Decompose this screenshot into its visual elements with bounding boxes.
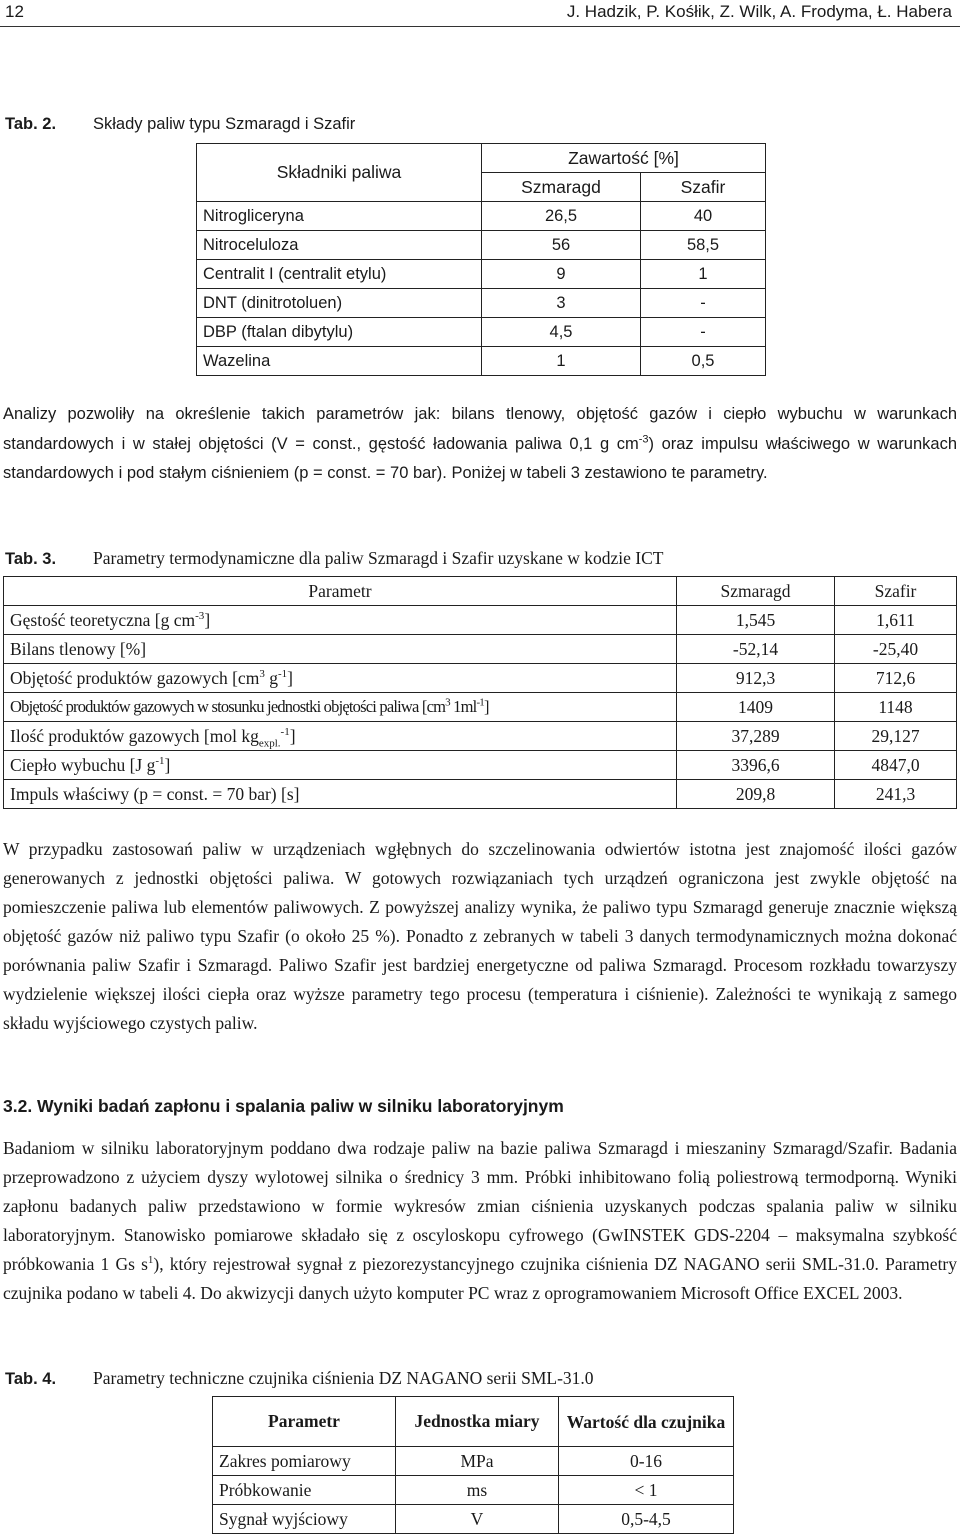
- tab3-r4-sup2: -1: [476, 696, 485, 709]
- table-row: [197, 347, 766, 376]
- tab4-cell-value: 0-16: [559, 1447, 734, 1476]
- tab4-caption: [5, 1368, 594, 1389]
- table-row: [197, 231, 766, 260]
- tab3-r3-pre: Objętość produktów gazowych [cm: [10, 667, 260, 688]
- table-row: [4, 751, 957, 780]
- tab3-cell-szmaragd: 37,289: [677, 722, 835, 751]
- tab2-cell-name: Centralit I (centralit etylu): [197, 260, 482, 289]
- tab3-cell-szafir: 241,3: [835, 780, 957, 809]
- table-row: [4, 722, 957, 751]
- tab4-cell-unit: MPa: [396, 1447, 559, 1476]
- header-rule: [0, 26, 960, 27]
- tab4-table: [212, 1396, 734, 1534]
- tab3-table: [3, 576, 957, 809]
- tab3-cell-szmaragd: 912,3: [677, 664, 835, 693]
- tab3-cell-szmaragd: 1409: [677, 693, 835, 722]
- tab3-r6-sup: -1: [155, 754, 165, 767]
- tab4-header-value: Wartość dla czujnika: [559, 1397, 734, 1447]
- running-authors: J. Hadzik, P. Kośłik, Z. Wilk, A. Frodyma, Ł. Habera: [566, 2, 952, 21]
- table-row: [197, 289, 766, 318]
- table-row: [197, 318, 766, 347]
- tab3-r3-post: ]: [287, 667, 293, 688]
- tab2-cell-name: Wazelina: [197, 347, 482, 376]
- table-row: [213, 1505, 734, 1534]
- tab3-r5-sub: expl.: [258, 737, 281, 749]
- tab3-r5-sup: -1: [280, 725, 290, 738]
- tab2-header-szmaragd: Szmaragd: [482, 173, 641, 202]
- tab3-cell-szafir: 712,6: [835, 664, 957, 693]
- page-number: 12: [5, 2, 24, 21]
- tab3-cell-szmaragd: 3396,6: [677, 751, 835, 780]
- tab3-r5-post: ]: [289, 725, 296, 746]
- tab3-cell-name: Bilans tlenowy [%]: [4, 635, 677, 664]
- tab3-r3-sup1: 3: [259, 667, 265, 680]
- tab3-r1-post: ]: [204, 609, 211, 630]
- tab3-cell-name: Impuls właściwy (p = const. = 70 bar) [s]: [4, 780, 677, 809]
- tab2-header-szafir: Szafir: [641, 173, 766, 202]
- table-row: [197, 202, 766, 231]
- table-header-row: [4, 577, 957, 606]
- tab2-cell-name: DNT (dinitrotoluen): [197, 289, 482, 318]
- tab3-r4-sup1: 3: [445, 696, 450, 709]
- tab3-r3-sup2: -1: [277, 667, 288, 680]
- tab3-cell-szmaragd: -52,14: [677, 635, 835, 664]
- paragraph-analysis-sup: -3: [638, 433, 649, 445]
- table-row: [4, 780, 957, 809]
- tab2-cell-szafir: 58,5: [641, 231, 766, 260]
- tab3-cell-szafir: 1148: [835, 693, 957, 722]
- table-row: [4, 606, 957, 635]
- tab2-table: [196, 143, 766, 376]
- tab3-r4-pre: Objętość produktów gazowych w stosunku jednostki objętości paliwa [cm: [10, 697, 446, 716]
- table-header-row: [213, 1397, 734, 1447]
- tab3-cell-szmaragd: 209,8: [677, 780, 835, 809]
- paragraph-analysis: [3, 400, 957, 489]
- tab3-header-param: Parametr: [4, 577, 677, 606]
- tab2-cell-szmaragd: 56: [482, 231, 641, 260]
- tab4-caption-text: Parametry techniczne czujnika ciśnienia DZ NAGANO serii SML-31.0: [93, 1368, 594, 1388]
- paragraph-discussion: W przypadku zastosowań paliw w urządzeniach wgłębnych do szczelinowania odwiertów istotna jest znajomość ilości gazów generowanych z jednostki objętości paliwa. W gotowych rozwiązaniach tych urządzeń ograniczona jest zwykle objętość na pomieszczenie paliwa lub elementów paliwowych. Z powyższej analizy wynika, że paliwo typu Szmaragd generuje znacznie większą objętość gazów niż paliwo typu Szafir (o około 25 %). Ponadto z zebranych w tabeli 3 danych termodynamicznych można dokonać porównania paliw Szafir i Szmaragd. Paliwo Szafir jest bardziej energetyczne od paliwa Szmaragd. Procesom rozkładu towarzyszy wydzielenie większej ilości ciepła oraz wyższe parametry tego procesu (temperatura i ciśnienie). Zależności te wynikają z samego składu wyjściowego czystych paliw.: [3, 839, 957, 1033]
- tab3-cell-name: [4, 606, 677, 635]
- table-row: [213, 1447, 734, 1476]
- paragraph-lab-engine-text-b: ), który rejestrował sygnał z piezorezystancyjnego czujnika ciśnienia DZ NAGANO serii SML-31.0. Parametry czujnika podano w tabeli 4. Do akwizycji danych użyto komputer PC wraz z oprogramowaniem Microsoft Office EXCEL 2003.: [3, 1254, 958, 1303]
- tab4-cell-unit: ms: [396, 1476, 559, 1505]
- tab2-cell-szafir: -: [641, 289, 766, 318]
- tab3-r4-mid: 1ml: [449, 697, 477, 716]
- tab2-cell-szafir: 40: [641, 202, 766, 231]
- tab3-cell-name: [4, 751, 677, 780]
- tab2-cell-name: Nitroceluloza: [197, 231, 482, 260]
- tab3-r6-pre: Ciepło wybuchu [J g: [10, 754, 156, 775]
- tab3-cell-name: [4, 693, 677, 722]
- tab2-label: Tab. 2.: [5, 115, 57, 133]
- tab3-header-szmaragd: Szmaragd: [677, 577, 835, 606]
- tab3-r4-post: ]: [484, 697, 489, 716]
- paragraph-analysis-text-b: ) oraz impulsu właściwego w warunkach standardowych i pod stałym ciśnieniem (p = const. = 70 bar). Poniżej w tabeli 3 zestawiono te parametry.: [3, 434, 957, 482]
- tab2-cell-szafir: 1: [641, 260, 766, 289]
- tab4-header-unit: Jednostka miary: [396, 1397, 559, 1447]
- tab3-cell-name: [4, 722, 677, 751]
- tab2-cell-szmaragd: 1: [482, 347, 641, 376]
- tab4-label: Tab. 4.: [5, 1370, 57, 1388]
- section-heading: 3.2. Wyniki badań zapłonu i spalania paliw w silniku laboratoryjnym: [3, 1096, 564, 1116]
- tab3-r5-pre: Ilość produktów gazowych [mol kg: [10, 725, 259, 746]
- paragraph-lab-engine: [3, 1134, 957, 1308]
- tab4-cell-name: Zakres pomiarowy: [213, 1447, 396, 1476]
- tab2-cell-szmaragd: 9: [482, 260, 641, 289]
- table-row: [4, 664, 957, 693]
- tab3-header-szafir: Szafir: [835, 577, 957, 606]
- tab4-cell-value: < 1: [559, 1476, 734, 1505]
- table-row: [197, 260, 766, 289]
- tab2-header-content: Zawartość [%]: [482, 144, 766, 173]
- tab2-header-component: Składniki paliwa: [197, 144, 482, 202]
- tab2-caption: [5, 115, 355, 134]
- tab2-cell-szafir: 0,5: [641, 347, 766, 376]
- tab3-cell-szafir: 1,611: [835, 606, 957, 635]
- tab3-cell-szafir: -25,40: [835, 635, 957, 664]
- tab3-r3-mid: g: [264, 667, 278, 688]
- tab4-cell-unit: V: [396, 1505, 559, 1534]
- tab3-caption: [5, 548, 664, 569]
- tab3-r1-pre: Gęstość teoretyczna [g cm: [10, 609, 196, 630]
- tab3-cell-szmaragd: 1,545: [677, 606, 835, 635]
- tab4-cell-value: 0,5-4,5: [559, 1505, 734, 1534]
- tab4-header-param: Parametr: [213, 1397, 396, 1447]
- paragraph-lab-engine-text-a: Badaniom w silniku laboratoryjnym poddano dwa rodzaje paliw na bazie paliwa Szmaragd i mieszaniny Szmaragd/Szafir. Badania przeprowadzono z użyciem dyszy wylotowej silnika o średnicy 3 mm. Próbki inhibitowano folią poliestrową termodporną. Wyniki zapłonu badanych paliw przedstawiono w formie wykresów zmian ciśnienia uzyskanych podczas spalania paliw w silniku laboratoryjnym. Stanowisko pomiarowe składało się z oscyloskopu cyfrowego (GwINSTEK GDS-2204 – maksymalna szybkość próbkowania 1 Gs s: [3, 1138, 957, 1274]
- table-row: [213, 1476, 734, 1505]
- tab3-cell-szafir: 29,127: [835, 722, 957, 751]
- tab3-cell-name: [4, 664, 677, 693]
- tab3-r1-sup: -3: [195, 609, 205, 622]
- tab2-cell-szmaragd: 3: [482, 289, 641, 318]
- tab3-caption-text: Parametry termodynamiczne dla paliw Szmaragd i Szafir uzyskane w kodzie ICT: [93, 548, 664, 568]
- table-row: [4, 693, 957, 722]
- paragraph-lab-engine-sup: 1: [147, 1254, 154, 1267]
- tab4-cell-name: Sygnał wyjściowy: [213, 1505, 396, 1534]
- tab2-cell-szafir: -: [641, 318, 766, 347]
- tab3-label: Tab. 3.: [5, 550, 57, 568]
- paragraph-analysis-text-a: Analizy pozwoliły na określenie takich parametrów jak: bilans tlenowy, objętość gazów i ciepło wybuchu w warunkach standardowych i w stałej objętości (V = const., gęstość ładowania paliwa 0,1 g cm: [3, 405, 957, 453]
- page-header: [0, 0, 960, 26]
- tab2-cell-szmaragd: 26,5: [482, 202, 641, 231]
- tab3-cell-szafir: 4847,0: [835, 751, 957, 780]
- tab2-caption-text: Składy paliw typu Szmaragd i Szafir: [93, 115, 356, 133]
- table-row: [4, 635, 957, 664]
- tab3-r6-post: ]: [164, 754, 171, 775]
- tab2-cell-name: Nitrogliceryna: [197, 202, 482, 231]
- tab2-cell-szmaragd: 4,5: [482, 318, 641, 347]
- tab4-cell-name: Próbkowanie: [213, 1476, 396, 1505]
- tab2-cell-name: DBP (ftalan dibytylu): [197, 318, 482, 347]
